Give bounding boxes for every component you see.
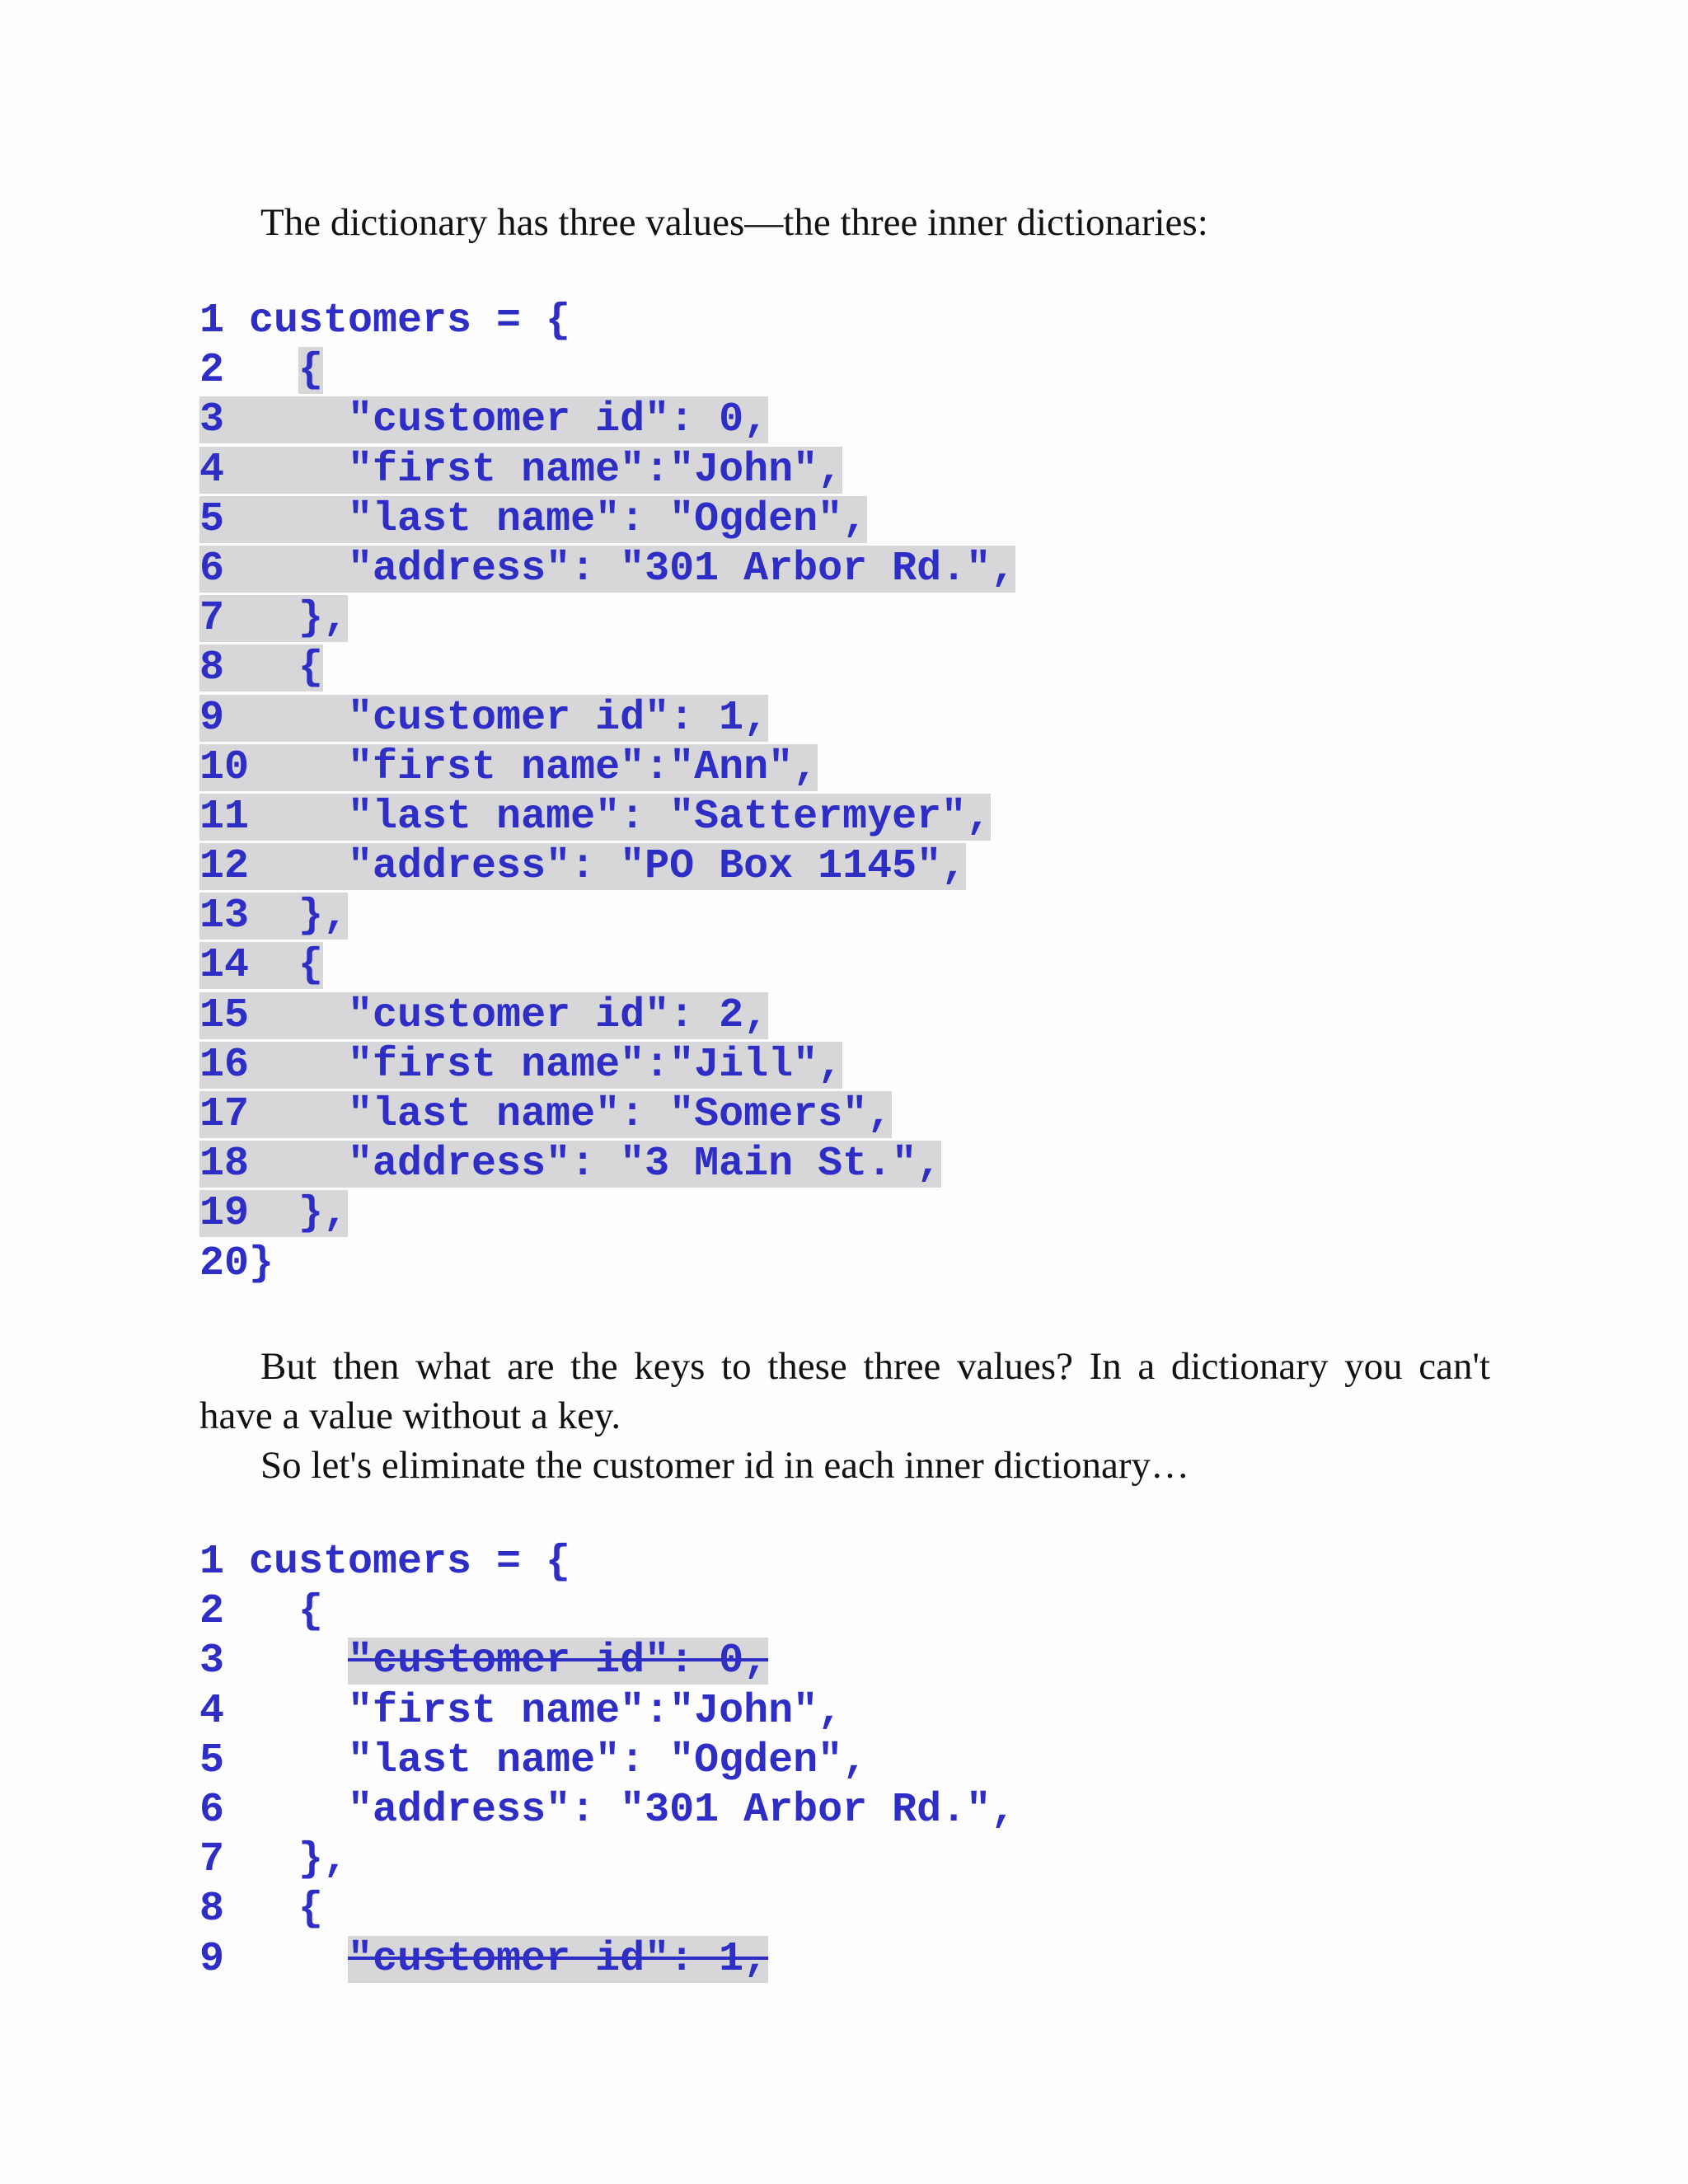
code-indent (249, 1091, 348, 1138)
code-text: "first name":"John", (348, 1687, 843, 1735)
code-line (199, 594, 1015, 644)
line-number: 5 (199, 495, 225, 543)
code-line (199, 793, 1015, 842)
code-indent (249, 447, 348, 494)
code-text: "first name":"Ann", (348, 743, 818, 791)
code-indent (249, 496, 348, 543)
line-number: 2 (199, 347, 225, 395)
code-line (199, 1935, 1015, 1985)
code-line (199, 1189, 1015, 1239)
line-number: 2 (199, 1588, 225, 1636)
line-number: 14 (199, 942, 250, 990)
code-indent (249, 1737, 348, 1784)
line-number: 8 (199, 1886, 225, 1933)
highlighted-line (199, 1091, 892, 1138)
line-number: 18 (199, 1141, 250, 1188)
code-line (199, 941, 1015, 991)
highlighted-line (199, 1042, 842, 1089)
code-indent (249, 1688, 348, 1735)
code-text: "last name": "Ogden", (348, 495, 868, 543)
line-number: 8 (199, 644, 225, 692)
line-number: 9 (199, 694, 225, 742)
code-text: "last name": "Ogden", (348, 1736, 868, 1784)
question-paragraph-line-2: have a value without a key. (199, 1394, 621, 1437)
highlighted-line (199, 942, 323, 989)
code-line (199, 1786, 1015, 1835)
code-line (199, 1041, 1015, 1090)
code-indent (249, 1190, 298, 1237)
code-indent (249, 1588, 298, 1635)
code-line (199, 446, 1015, 495)
code-indent (249, 1042, 348, 1089)
code-line (199, 1736, 1015, 1786)
line-number: 17 (199, 1091, 250, 1138)
code-text: { (298, 347, 324, 395)
line-number: 3 (199, 396, 225, 444)
code-line (199, 1835, 1015, 1885)
code-line (199, 644, 1015, 693)
line-number: 12 (199, 843, 250, 891)
line-number: 13 (199, 893, 250, 940)
code-indent (249, 546, 348, 593)
highlighted-line (199, 644, 323, 691)
code-text: }, (298, 1836, 349, 1884)
line-number: 15 (199, 991, 250, 1039)
code-line (199, 1090, 1015, 1140)
code-indent (249, 1886, 298, 1933)
code-text: "customer id": 0, (348, 396, 769, 444)
code-indent (249, 744, 348, 791)
code-line (199, 743, 1015, 793)
code-line (199, 892, 1015, 941)
code-text: "address": "PO Box 1145", (348, 843, 967, 891)
code-indent (249, 794, 348, 841)
code-text: { (298, 942, 324, 990)
highlighted-line (199, 447, 842, 494)
code-line (199, 297, 1015, 346)
code-text: customers = { (249, 1539, 571, 1586)
code-text: } (249, 1240, 274, 1287)
code-text: "address": "3 Main St.", (348, 1141, 942, 1188)
code-text: }, (298, 1190, 349, 1238)
code-text: }, (298, 595, 349, 643)
code-line (199, 1687, 1015, 1736)
code-text: customers = { (249, 298, 571, 344)
code-line (199, 1240, 1015, 1289)
code-line (199, 1538, 1015, 1587)
code-line (199, 842, 1015, 892)
code-text: { (298, 644, 324, 692)
code-indent (249, 942, 298, 989)
code-indent (249, 1638, 348, 1685)
highlighted-line (199, 1141, 941, 1188)
code-text: "customer id": 2, (348, 991, 769, 1039)
line-number: 19 (199, 1190, 250, 1238)
highlighted-line (199, 744, 818, 791)
highlighted-line (199, 695, 768, 742)
code-indent (249, 396, 348, 443)
line-number: 9 (199, 1935, 225, 1983)
line-number: 1 (199, 298, 225, 344)
line-number: 11 (199, 793, 250, 841)
code-indent (249, 695, 348, 742)
highlighted-line (199, 992, 768, 1039)
code-indent (249, 893, 298, 940)
code-line (199, 346, 1015, 396)
line-number: 6 (199, 1786, 225, 1834)
code-line (199, 694, 1015, 743)
code-text: { (298, 1588, 324, 1636)
code-line (199, 991, 1015, 1041)
code-line (199, 1140, 1015, 1189)
code-text: "customer id": 1, (348, 694, 769, 742)
code-indent (249, 595, 298, 642)
code-indent (249, 644, 298, 691)
code-text: "first name":"Jill", (348, 1041, 843, 1089)
line-number: 16 (199, 1041, 250, 1089)
highlighted-line (199, 496, 867, 543)
code-indent (249, 347, 298, 394)
code-indent (249, 1787, 348, 1834)
highlighted-line (199, 1190, 348, 1237)
highlighted-line (199, 893, 348, 940)
line-number: 1 (199, 1539, 225, 1586)
code-line (199, 1885, 1015, 1934)
question-paragraph-line-1: But then what are the keys to these three values? In a dictionary you can't (260, 1345, 1490, 1388)
code-line (199, 396, 1015, 445)
highlighted-line (199, 843, 966, 890)
code-indent (249, 843, 348, 890)
code-indent (249, 1936, 348, 1983)
eliminate-paragraph: So let's eliminate the customer id in each inner dictionary… (260, 1444, 1190, 1487)
line-number: 7 (199, 1836, 225, 1884)
highlighted-line (199, 794, 991, 841)
code-text: "first name":"John", (348, 446, 843, 494)
code-indent (249, 992, 348, 1039)
code-block-1 (199, 297, 1015, 1289)
line-number: 6 (199, 545, 225, 593)
code-text: "address": "301 Arbor Rd.", (348, 545, 1016, 593)
code-indent (249, 1141, 348, 1188)
intro-paragraph: The dictionary has three values—the three inner dictionaries: (260, 201, 1208, 244)
line-number: 7 (199, 595, 225, 643)
line-number: 4 (199, 1687, 225, 1735)
code-text: "customer id": 0, (348, 1638, 769, 1685)
highlighted-line (199, 396, 768, 443)
line-number: 5 (199, 1736, 225, 1784)
line-number: 10 (199, 743, 250, 791)
code-text: "last name": "Sattermyer", (348, 793, 992, 841)
line-number: 4 (199, 446, 225, 494)
code-text: { (298, 1886, 324, 1933)
code-line (199, 1587, 1015, 1637)
highlighted-line (199, 595, 348, 642)
code-text: "address": "301 Arbor Rd.", (348, 1786, 1016, 1834)
code-text: "last name": "Somers", (348, 1091, 893, 1138)
line-number: 20 (199, 1240, 250, 1287)
line-number: 3 (199, 1638, 225, 1685)
code-text: "customer id": 1, (348, 1935, 769, 1983)
code-text: }, (298, 893, 349, 940)
highlighted-line (199, 546, 1015, 593)
code-line (199, 495, 1015, 545)
code-line (199, 545, 1015, 594)
code-block-2 (199, 1538, 1015, 1985)
code-line (199, 1637, 1015, 1686)
code-indent (249, 1836, 298, 1883)
